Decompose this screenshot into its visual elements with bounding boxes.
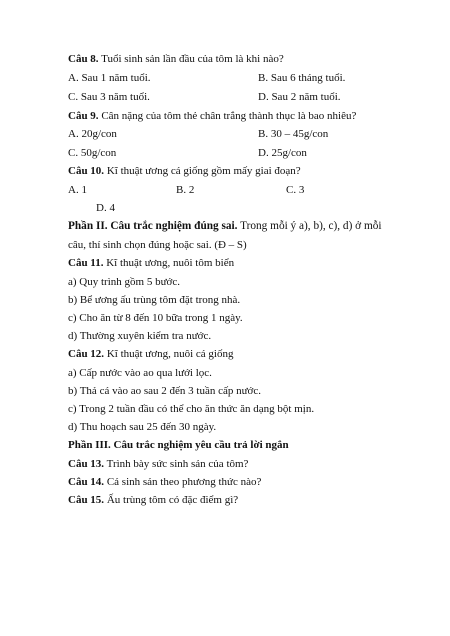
part-description-line-2: câu, thí sinh chọn đúng hoặc sai. (Đ – S) bbox=[68, 239, 247, 251]
statement-a: a) Cấp nước vào ao qua lưới lọc. bbox=[68, 367, 212, 379]
question-13 bbox=[68, 457, 248, 471]
question-11 bbox=[68, 256, 234, 270]
question-text: Kĩ thuật ương, nuôi tôm biển bbox=[103, 257, 235, 269]
question-text: Kĩ thuật ương cá giống gồm mấy giai đoạn? bbox=[104, 165, 301, 177]
statement-c: c) Cho ăn từ 8 đến 10 bữa trong 1 ngày. bbox=[68, 312, 243, 324]
question-text: Tuổi sinh sản lần đầu của tôm là khi nào? bbox=[98, 53, 284, 65]
statement-b: b) Bể ương ấu trùng tôm đặt trong nhà. bbox=[68, 294, 241, 306]
question-text: Cân nặng của tôm thẻ chân trắng thành thục là bao nhiêu? bbox=[98, 110, 357, 122]
question-number: Câu 9. bbox=[68, 110, 99, 122]
option-d: D. Sau 2 năm tuổi. bbox=[258, 91, 341, 103]
question-9 bbox=[68, 109, 356, 123]
question-text: Trình bày sức sinh sản của tôm? bbox=[104, 458, 249, 470]
option-c: C. 50g/con bbox=[68, 147, 117, 159]
question-14 bbox=[68, 475, 261, 489]
option-b: B. 30 – 45g/con bbox=[258, 128, 329, 140]
question-8 bbox=[68, 52, 284, 66]
statement-b: b) Thả cá vào ao sau 2 đến 3 tuần cấp nước. bbox=[68, 385, 262, 397]
question-text: Ấu trùng tôm có đặc điểm gì? bbox=[104, 494, 239, 506]
option-c: C. Sau 3 năm tuổi. bbox=[68, 91, 150, 103]
part-title: Phần III. Câu trắc nghiệm yêu cầu trả lời ngắn bbox=[68, 439, 289, 451]
part-title: Phần II. Câu trắc nghiệm đúng sai. bbox=[68, 220, 238, 232]
question-number: Câu 11. bbox=[68, 257, 104, 269]
option-a: A. 1 bbox=[68, 184, 87, 196]
question-number: Câu 10. bbox=[68, 165, 105, 177]
question-15 bbox=[68, 493, 238, 507]
statement-d: d) Thường xuyên kiểm tra nước. bbox=[68, 330, 212, 342]
question-number: Câu 13. bbox=[68, 458, 105, 470]
option-d: D. 4 bbox=[96, 202, 115, 214]
question-12 bbox=[68, 347, 233, 361]
part-description: Trong mỗi ý a), b), c), d) ở mỗi bbox=[237, 220, 382, 232]
statement-c: c) Trong 2 tuần đầu có thể cho ăn thức ăn dạng bột mịn. bbox=[68, 403, 315, 415]
part-2-heading bbox=[68, 219, 382, 233]
option-b: B. 2 bbox=[176, 184, 195, 196]
option-a: A. Sau 1 năm tuổi. bbox=[68, 72, 151, 84]
option-b: B. Sau 6 tháng tuổi. bbox=[258, 72, 346, 84]
question-number: Câu 14. bbox=[68, 476, 105, 488]
part-3-heading bbox=[68, 438, 289, 452]
option-c: C. 3 bbox=[286, 184, 305, 196]
option-a: A. 20g/con bbox=[68, 128, 117, 140]
question-10 bbox=[68, 164, 301, 178]
question-number: Câu 15. bbox=[68, 494, 105, 506]
option-d: D. 25g/con bbox=[258, 147, 307, 159]
question-text: Kĩ thuật ương, nuôi cá giống bbox=[104, 348, 234, 360]
statement-a: a) Quy trình gồm 5 bước. bbox=[68, 276, 180, 288]
statement-d: d) Thu hoạch sau 25 đến 30 ngày. bbox=[68, 421, 217, 433]
question-text: Cá sinh sản theo phương thức nào? bbox=[104, 476, 262, 488]
question-number: Câu 12. bbox=[68, 348, 105, 360]
question-number: Câu 8. bbox=[68, 53, 99, 65]
